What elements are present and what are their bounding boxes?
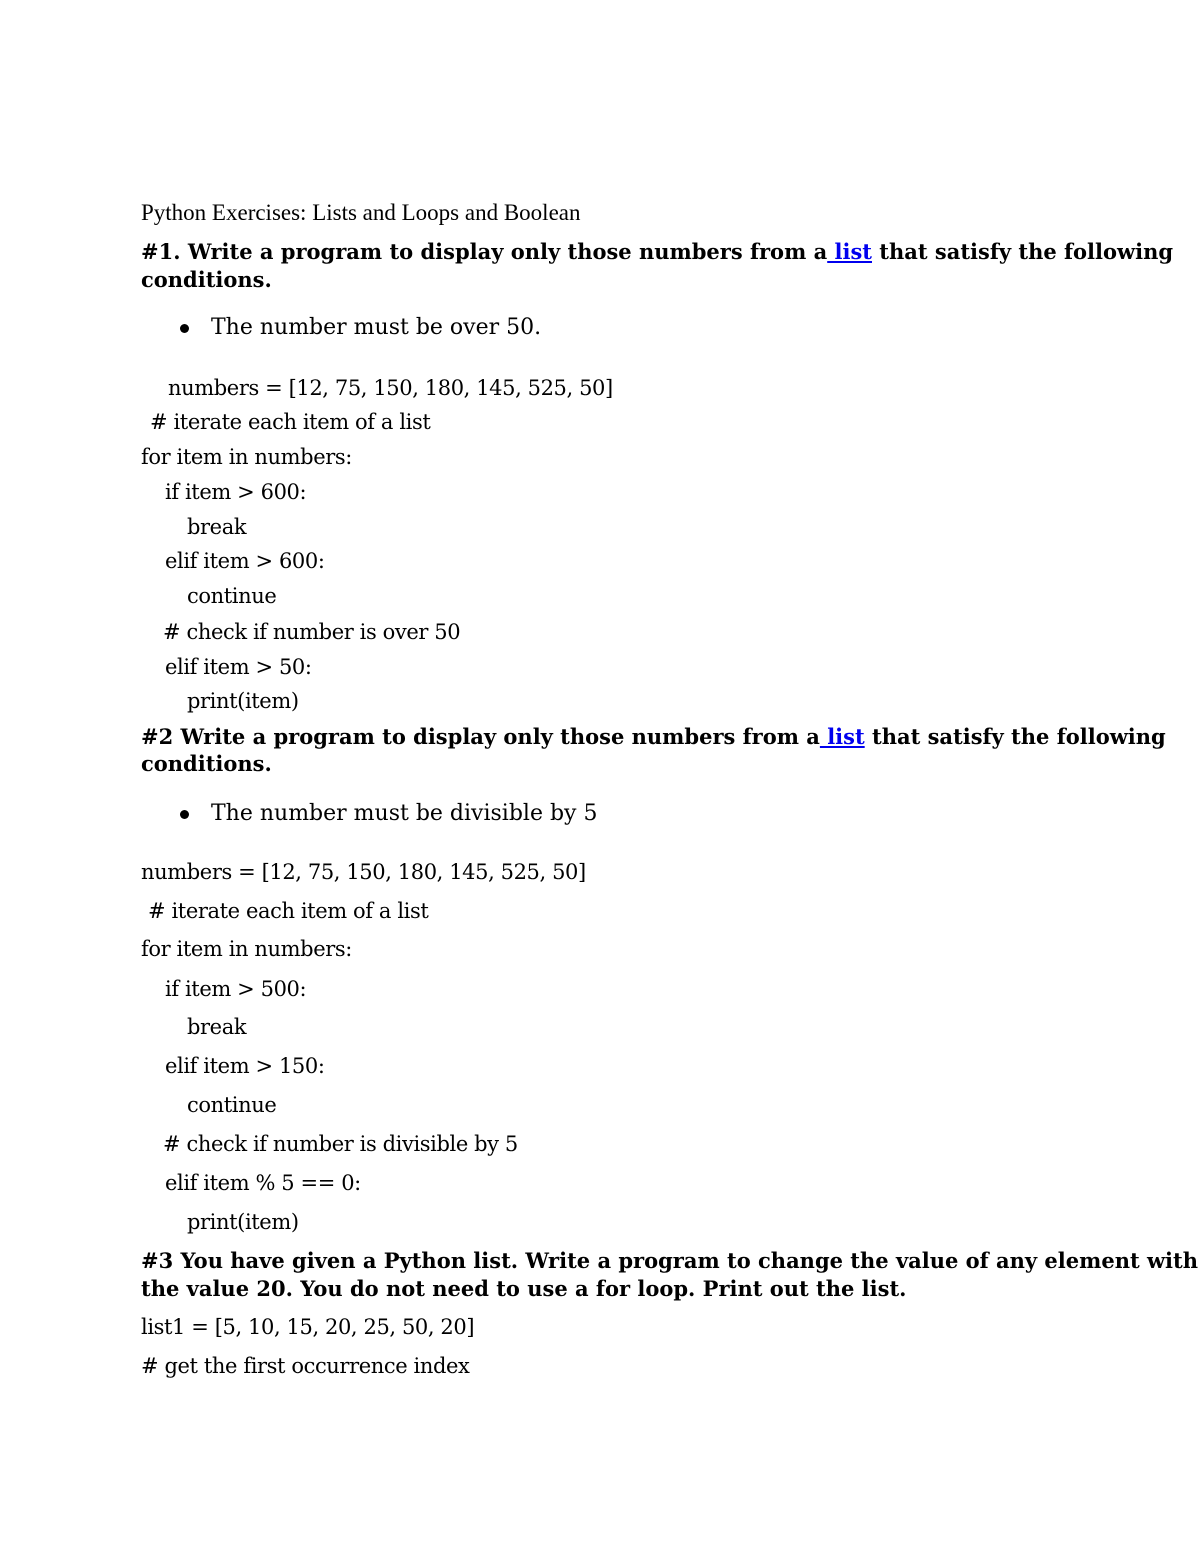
question-2-bullet-text: The number must be divisible by 5 <box>211 801 598 826</box>
question-2-text-cont: that satisfy the following <box>864 724 1166 749</box>
code-line: elif item > 150: <box>165 1054 325 1078</box>
question-2-line-1 <box>141 723 1166 751</box>
code-line: # check if number is divisible by 5 <box>163 1132 518 1156</box>
code-line: for item in numbers: <box>141 937 352 961</box>
question-1-bullet-text: The number must be over 50. <box>211 315 542 340</box>
code-line: # iterate each item of a list <box>148 899 429 923</box>
code-line: break <box>187 515 247 539</box>
code-line: elif item > 50: <box>165 655 312 679</box>
code-line: continue <box>187 584 277 608</box>
question-1-text: #1. Write a program to display only those numbers from a <box>141 239 828 264</box>
question-1-line-2: conditions. <box>141 267 272 292</box>
code-line: print(item) <box>187 689 299 713</box>
question-2-text: #2 Write a program to display only those numbers from a <box>141 724 820 749</box>
code-line: if item > 500: <box>165 977 307 1001</box>
code-line: elif item > 600: <box>165 549 325 573</box>
code-line: break <box>187 1015 247 1039</box>
code-line: if item > 600: <box>165 480 307 504</box>
code-line: continue <box>187 1093 277 1117</box>
code-line: print(item) <box>187 1210 299 1234</box>
code-line: list1 = [5, 10, 15, 20, 25, 50, 20] <box>141 1315 475 1339</box>
question-1-text-cont: that satisfy the following <box>872 239 1174 264</box>
code-line: numbers = [12, 75, 150, 180, 145, 525, 50] <box>168 376 613 400</box>
question-1-line-1 <box>141 238 1173 266</box>
document-title: Python Exercises: Lists and Loops and Boolean <box>141 200 581 225</box>
code-line: numbers = [12, 75, 150, 180, 145, 525, 50] <box>141 860 586 884</box>
bullet-icon <box>180 810 189 819</box>
bullet-icon <box>180 324 189 333</box>
code-line: elif item % 5 == 0: <box>165 1171 361 1195</box>
question-3-line-1: #3 You have given a Python list. Write a program to change the value of any element with <box>141 1248 1198 1273</box>
code-line: # check if number is over 50 <box>163 620 461 644</box>
question-3-line-2: the value 20. You do not need to use a for loop. Print out the list. <box>141 1276 907 1301</box>
code-line: # get the first occurrence index <box>141 1354 470 1378</box>
code-line: for item in numbers: <box>141 445 352 469</box>
list-link[interactable]: list <box>819 724 865 749</box>
question-2-line-2: conditions. <box>141 751 272 776</box>
list-link[interactable]: list <box>827 239 872 264</box>
code-line: # iterate each item of a list <box>150 410 431 434</box>
